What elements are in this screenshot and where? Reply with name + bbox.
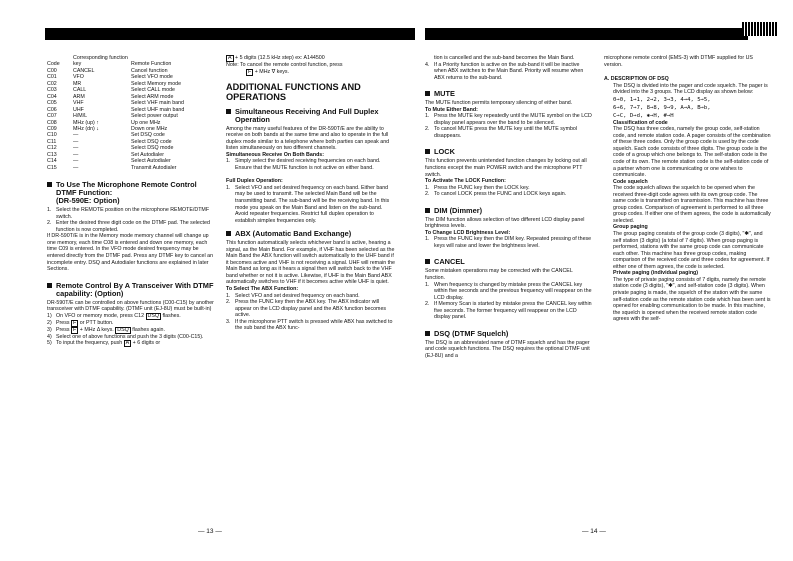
table-cell-function: Select Memory mode [131,80,182,87]
table-cell-code: C12 [47,145,57,152]
col2-top-line1: A + 5 digits (12.5 kHz step) ex: A144500 [228,55,325,61]
abx-steps-continued [425,62,592,82]
column-1 [47,55,214,347]
group-paging-paragraph: The group paging consists of the group code (3 digits), "✱", and self station (3 digits) (a total of 7 digits). When group paging is performed, stations with the same group code can communicate each other. This machine has three group codes, making comparison of the received code and three codes for agreement. If either one of them agrees, the code is selected. [613,231,770,270]
mute-paragraph: The MUTE function permits temporary silencing of either band. [425,100,573,107]
table-header-function: Remote Function [131,61,172,68]
abx-steps [226,293,395,332]
table-cell-function: Select power output [131,113,178,120]
table-cell-code: C13 [47,151,57,158]
section-dsq-title: DSQ (DTMF Squelch) [425,330,592,338]
key-f: F [73,319,77,326]
section-mic-remote-title: To Use The Microphone Remote Control DTMF Function: (DR-590E: Option) [47,181,214,205]
table-cell-code: C10 [47,132,57,139]
private-paging-subheading: Private paging (individual paging) [613,270,699,277]
col2-top-line2: Note: To cancel the remote control function, press [226,62,343,68]
table-cell-code: C06 [47,106,57,113]
lock-steps [425,185,592,198]
table-cell-code: C08 [47,119,57,126]
dsq-paragraph: The DSQ is an abbreviated name of DTMF squelch and has the pager and code squelch functions. The DSQ requires the optional DTMF unit (EJ-8U) and a [425,339,590,359]
list-item: 3. If the microphone PTT switch is pressed while ABX has switched to the sub band the ABX func- [226,318,393,332]
list-item: 1. When frequency is changed by mistake press the CANCEL key within five seconds and the previous frequency will reappear on the LCD display. [425,281,592,301]
dim-subheading: To Change LCD Brightness Level: [425,229,511,236]
table-cell-code: C04 [47,93,57,100]
table-cell-function: Cancel function [131,67,168,74]
table-cell-function: Down one MHz [131,125,168,132]
lock-subheading: To Activate The LOCK Function: [425,178,506,185]
key-a: A [125,340,130,347]
table-cell-function: Select DSQ code [131,138,172,145]
header-bar-left [45,28,415,40]
col2-top-line3: F + MHz ∇ keys. [248,68,290,75]
remote-paragraph: DR-590T/E can be controlled on above functions (C00-C15) by another transceiver with DTMF capability. (DTMF unit (EJ-8U) must be built-in) [47,299,214,313]
cancel-paragraph: Some mistaken operations may be corrected with the CANCEL function. [425,268,573,282]
list-item: 2. Press the FUNC key then the ABX key. The ABX indicator will appear on the LCD display panel and the ABX function becomes active. [226,299,387,319]
table-cell-key: — [73,132,79,139]
column-4 [604,55,771,323]
abx-paragraph: This function automatically selects whichever band is active, hearing a signal, as the Main Band. For example, if VHF has been selected as the Main Band the ABX function will switch automatically to the UHF band if it becomes active and VHF is not receiving a signal. UHF will remain the Main Band as long as it hears a signal then will switch back to the VHF band whether or not it is active. Likewise, if UHF is the Main Band ABX automatically switches to VHF if it becomes active while UHF is quiet. [226,240,395,286]
table-cell-function: Set DSQ code [131,132,165,139]
list-item: 2. If Memory Scan is started by mistake press the CANCEL key within five seconds. The former frequency will reappear on the LCD display panel. [425,301,592,321]
table-cell-key: H/M/L [73,113,88,120]
table-cell-key: CALL [73,87,87,94]
list-item: 1. Simply select the desired receiving frequencies on each band. Ensure that the MUTE function is not active on either band. [226,158,381,171]
table-cell-key: VHF [73,100,84,107]
mic-paragraph: If DR-590T/E is in the Memory mode memory channel will change up one memory, each time C08 is entered and down one memory, each time C09 is entered. In the VFO mode desired frequency may be entered directly from the DTMF pad. Press any DTMF key to cancel an incomplete entry. DSQ and Autodialer functions are explained in later Sections. [47,233,214,273]
list-item: 4) Select one of above functions and push the 3 digits (C00-C15). [47,333,204,340]
table-cell-key: CANCEL [73,67,95,74]
column-2 [226,55,395,332]
table-cell-key: — [73,145,79,152]
table-cell-function: Select VFO mode [131,74,173,81]
table-cell-code: C02 [47,80,57,87]
segment-display-table [604,96,771,120]
key-f: F [73,326,77,333]
table-cell-key: UHF [73,106,84,113]
list-item: 1. Select the REMOTE position on the microphone REMOTE/DTMF switch. [47,207,210,220]
simul-subheading-2: Full Duplex Operation: [226,178,283,185]
table-cell-code: C14 [47,158,57,165]
table-cell-key: — [73,164,79,171]
mic-steps [47,207,214,233]
simul-steps-2 [226,185,395,224]
table-cell-code: C05 [47,100,57,107]
list-item: 1. Press the FUNC key then the LOCK key. [425,184,530,191]
table-cell-function: Select CALL mode [131,87,175,94]
table-header-code: Code [47,61,60,68]
table-cell-code: C09 [47,125,57,132]
group-paging-subheading: Group paging [613,224,648,231]
table-header-key: Corresponding function key [73,55,128,68]
section-abx-title: ABX (Automatic Band Exchange) [226,230,395,238]
key-dsq: DSQ [147,312,159,319]
dim-steps [425,236,592,249]
table-cell-code: C01 [47,74,57,81]
section-remote-transceiver-title: Remote Control By A Transceiver With DTMF capability: (Option) [47,282,214,298]
simul-paragraph: Among the many useful features of the DR-590T/E are the ability to receive on both bands at the same time and also to operate in the full duplex mode similar to a telephone where both parties can speak and listen simultaneously on two different channels. [226,125,390,152]
mute-steps [425,113,592,139]
remote-steps [47,313,214,348]
table-row [47,165,184,171]
table-cell-key: VFO [73,74,84,81]
page-number-14: — 14 — [582,528,606,535]
table-cell-function: Select Autodialer [131,158,171,165]
lock-paragraph: This function prevents unintended function changes by locking out all functions except the main POWER switch and the microphone PTT switch. [425,158,587,178]
cancel-steps [425,282,592,321]
section-mute-title: MUTE [425,90,592,98]
table-cell-key: MHz (dn) ↓ [73,125,99,132]
simul-steps-1 [226,158,395,171]
col4-top-paragraph: microphone remote control (EMS-3) with DTMF supplied for US version. [604,55,753,68]
section-cancel-title: CANCEL [425,258,592,266]
simul-subheading-1: Simultaneous Receive On Both Bands: [226,151,325,158]
list-item: 4. If a Priority function is active on the sub-band it will be inactive when ABX switches to the Main Band. Priority will resume when ABX returns to the sub-band. [425,61,584,81]
segment-row: 6→6, 7→7, 8→8, 9→9, A→A, B→b, [613,104,711,111]
classification-subheading: Classification of code [613,119,668,126]
table-cell-code: C11 [47,138,57,145]
table-cell-function: Select ARM mode [131,93,174,100]
table-cell-code: C03 [47,87,57,94]
private-paging-paragraph: The type of private paging consists of 7 digits, namely the remote station code (3 digits), "✱", and self-station code (3 digits). When private paging is made, the squelch of the station with the same self-station code as the remote station code which has been sent is opened for enabling communication to be made. In this machine, the squelch is opened when the received remote station code agrees with the self- [613,276,771,323]
key-a: A [228,55,232,61]
table-cell-function: Select UHF main band [131,106,185,113]
list-item: 2. To cancel LOCK press the FUNC and LOCK keys again. [425,191,567,198]
key-f: F [248,68,252,75]
segment-row: 0→0, 1→1, 2→2, 3→3, 4→4, 5→5, [613,96,711,103]
remote-code-table [47,55,184,171]
table-body [47,68,184,171]
table-cell-function: Set Autodialer [131,151,164,158]
section-dim-title: DIM (Dimmer) [425,207,592,215]
list-item: 1) On VFO or memory mode, press C12 DSQ flashes. [47,312,181,319]
classification-paragraph: The DSQ has three codes, namely the group code, self-station code, and remote station code. A pager consists of the combination of these three codes. Only the group code is used by the code squelch. Each code consists of three digits. The group code is the code of a group which one belongs to. The self-station code is the code of its own. The remote station code is the self-station code of a partner whom one is communicating or one wishes to communicate. [613,126,771,179]
table-cell-function: Select DSQ mode [131,145,174,152]
table-cell-key: — [73,151,79,158]
abx-subheading: To Select The ABX Function: [226,286,299,293]
col3-top-paragraph: tion is cancelled and the sub-band becomes the Main Band. [434,55,575,61]
dim-paragraph: The DIM function allows selection of two different LCD display panel brightness levels. [425,216,585,230]
table-cell-function: Transmit Autodialer [131,164,177,171]
mute-subheading: To Mute Either Band: [425,106,478,113]
table-cell-code: C00 [47,67,57,74]
barcode-mark [742,22,778,36]
table-cell-function: Select VHF main band [131,100,184,107]
list-item: 1. Press the FUNC key then the DIM key. Repeated pressing of these keys will raise and lower the brightness level. [425,236,592,249]
column-3 [425,55,592,360]
code-squelch-paragraph: The code squelch allows the squelch to be opened when the received three-digit code agrees with its own group code. The same code is transmitted on transmission. This machine has three group codes. Comparison of agreement is performed to all three group codes. If either one of them agrees, the code is automatically selected. [613,185,771,224]
list-item: 2. To cancel MUTE press the MUTE key until the MUTE symbol disappears. [425,126,578,139]
table-cell-key: MR [73,80,82,87]
table-cell-code: C07 [47,113,57,120]
list-item: 5) To input the frequency, push A + 6 digits or [47,340,161,347]
table-cell-key: MHz (up) ↑ [73,119,99,126]
list-item: 1. Select VFO and set desired frequency on each band. Either band may be used to transmit. The selected Main Band will be the transmitting band. The sub-band will be the receiving band. In this mode you speak on the Main Band and listen on the sub-band. Avoid repeater frequencies. Restrict full duplex operation to establish simplex frequencies only. [226,184,390,224]
section-lock-title: LOCK [425,148,592,156]
page-title: ADDITIONAL FUNCTIONS AND OPERATIONS [226,81,361,102]
key-dsq: DSQ [117,326,129,333]
description-paragraph: The DSQ is divided into the pager and code squelch. The pager is divided into the 3 groups. The LCD display as shown below: [613,82,768,96]
code-squelch-subheading: Code squelch [613,178,648,185]
table-cell-key: — [73,138,79,145]
list-item: 2. Enter the desired three digit code on the DTMF pad. The selected function is now completed. [47,220,210,233]
segment-row: C→C, D→d, ✱→H, #→H [613,112,674,119]
description-title: A. DESCRIPTION OF DSQ [604,76,669,83]
table-cell-function: Up one MHz [131,119,161,126]
section-simultaneous-title: Simultaneous Receiving And Full Duplex Operation [226,108,395,124]
list-item: 1. Press the MUTE key repeatedly until the MUTE symbol on the LCD display panel appears over the band to be silenced. [425,113,592,126]
table-cell-code: C15 [47,164,57,171]
header-bar-right [425,28,748,40]
page-number-13: — 13 — [198,528,222,535]
table-cell-key: — [73,158,79,165]
list-item: 1. Select VFO and set desired frequency on each band. [226,292,360,299]
list-item: 2) Press F or PTT button. [47,319,114,326]
table-cell-key: ARM [73,93,85,100]
list-item: 3) Press F + MHz Δ keys. DSQ flashes again. [47,326,165,333]
